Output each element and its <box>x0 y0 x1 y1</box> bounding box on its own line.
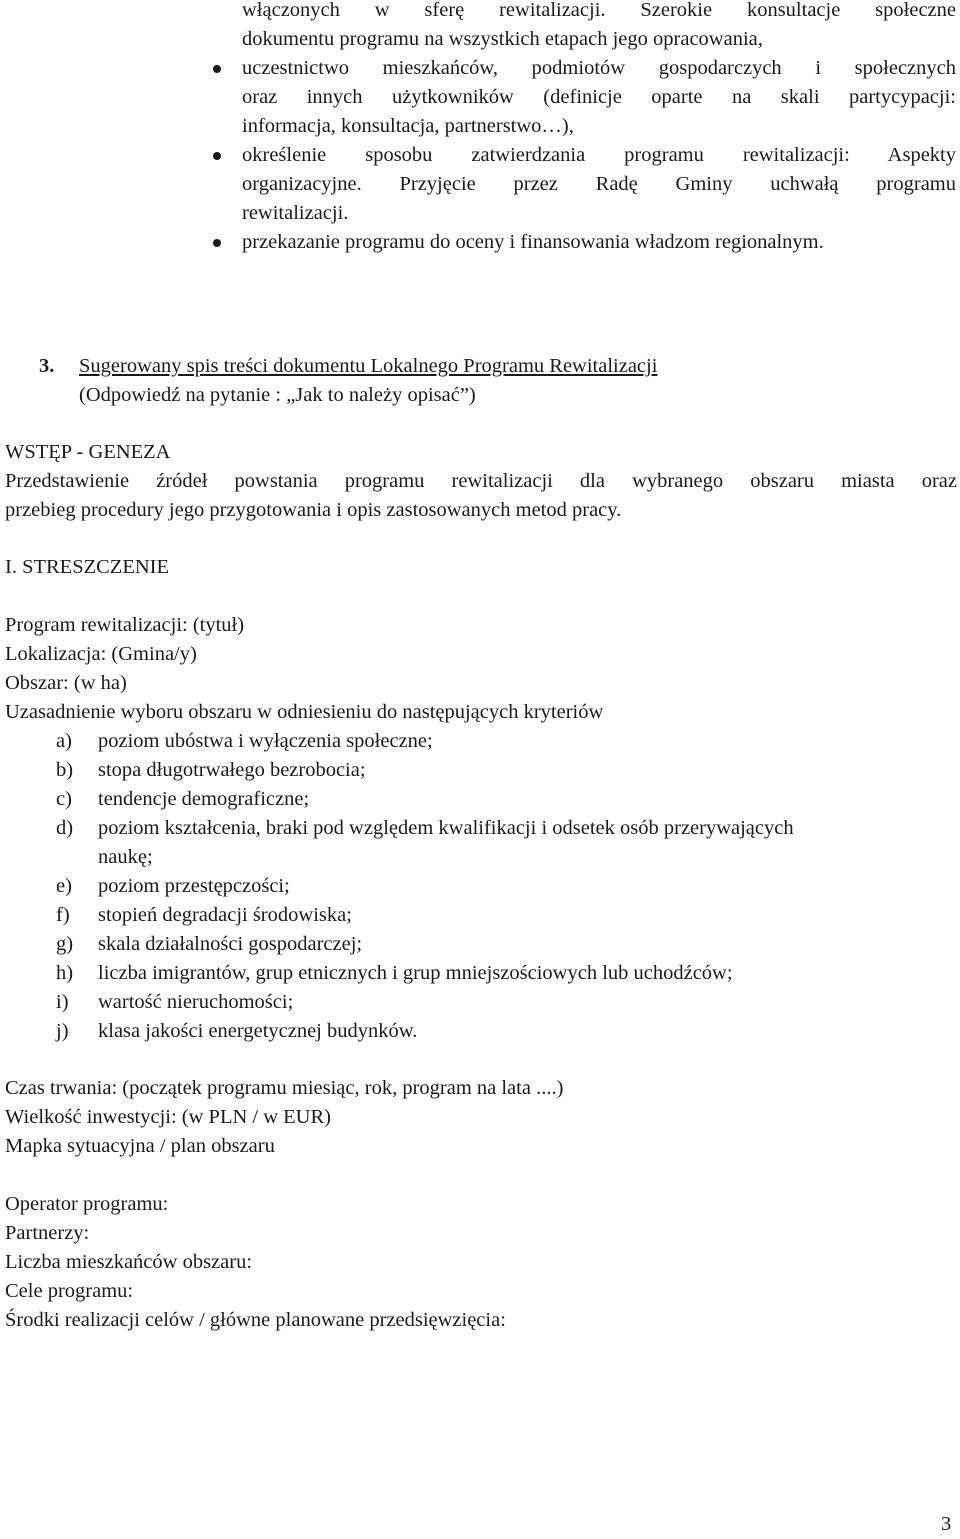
bullet-item-handover <box>242 228 956 257</box>
list-letter: f) <box>56 904 70 926</box>
list-text: tendencje demograficzne; <box>98 788 310 810</box>
page-number: 3 <box>941 1513 952 1535</box>
intro-section <box>5 438 957 525</box>
list-text: poziom przestępczości; <box>98 875 290 897</box>
section-title: Sugerowany spis treści dokumentu Lokalnego Programu Rewitalizacji <box>79 355 658 377</box>
list-text: wartość nieruchomości; <box>98 991 294 1013</box>
summary-heading: I. STRESZCZENIE <box>5 556 169 578</box>
list-item <box>56 901 956 930</box>
list-item <box>56 872 956 901</box>
field-operator: Operator programu: <box>5 1193 169 1215</box>
list-item <box>56 727 956 756</box>
list-item <box>56 785 956 814</box>
bullet-dot-icon <box>213 152 221 160</box>
field-partners: Partnerzy: <box>5 1222 90 1244</box>
list-text: skala działalności gospodarczej; <box>98 933 363 955</box>
list-item <box>56 988 956 1017</box>
section-subtitle: (Odpowiedź na pytanie : „Jak to należy opisać”) <box>79 384 476 406</box>
field-measures: Środki realizacji celów / główne planowane przedsięwzięcia: <box>5 1309 506 1331</box>
list-letter: j) <box>56 1020 69 1042</box>
list-item <box>56 959 956 988</box>
field-area: Obszar: (w ha) <box>5 672 127 694</box>
continuation-line-2: dokumentu programu na wszystkich etapach jego opracowania, <box>242 28 763 50</box>
list-item <box>56 1017 956 1046</box>
bullet-dot-icon <box>213 65 221 73</box>
field-program-title: Program rewitalizacji: (tytuł) <box>5 614 245 636</box>
top-bullet-block <box>242 0 956 257</box>
bullet-item-participation <box>242 54 956 141</box>
list-text: poziom kształcenia, braki pod względem kwalifikacji i odsetek osób przerywających <box>98 817 794 839</box>
bullet-item-approval <box>242 141 956 228</box>
bullet-dot-icon <box>213 239 221 247</box>
section-number: 3. <box>39 355 55 377</box>
list-letter: e) <box>56 875 72 897</box>
summary-fields <box>5 611 957 727</box>
list-item <box>56 814 956 872</box>
list-text: poziom ubóstwa i wyłączenia społeczne; <box>98 730 433 752</box>
operator-section <box>5 1190 957 1335</box>
list-letter: b) <box>56 759 74 781</box>
field-justification: Uzasadnienie wyboru obszaru w odniesieniu do następujących kryteriów <box>5 701 604 723</box>
bullet-line: organizacyjne. Przyjęcie przez Radę Gminy uchwałą programu <box>242 173 956 195</box>
field-goals: Cele programu: <box>5 1280 134 1302</box>
field-duration: Czas trwania: (początek programu miesiąc, rok, program na lata ....) <box>5 1077 564 1099</box>
list-letter: h) <box>56 962 74 984</box>
bullet-line: określenie sposobu zatwierdzania programu rewitalizacji: Aspekty <box>242 144 956 166</box>
list-item <box>56 756 956 785</box>
field-map: Mapka sytuacyjna / plan obszaru <box>5 1135 275 1157</box>
field-residents: Liczba mieszkańców obszaru: <box>5 1251 253 1273</box>
list-item <box>56 930 956 959</box>
bullet-line: przekazanie programu do oceny i finansowania władzom regionalnym. <box>242 231 824 253</box>
bullet-line: rewitalizacji. <box>242 202 349 224</box>
list-text: liczba imigrantów, grup etnicznych i grup mniejszościowych lub uchodźców; <box>98 962 733 984</box>
list-letter: g) <box>56 933 74 955</box>
field-location: Lokalizacja: (Gmina/y) <box>5 643 197 665</box>
intro-heading: WSTĘP - GENEZA <box>5 441 171 463</box>
bullet-line: oraz innych użytkowników (definicje oparte na skali partycypacji: <box>242 86 956 108</box>
details-section <box>5 1074 957 1161</box>
list-letter: c) <box>56 788 72 810</box>
list-text: stopa długotrwałego bezrobocia; <box>98 759 366 781</box>
field-investment: Wielkość inwestycji: (w PLN / w EUR) <box>5 1106 331 1128</box>
list-text: naukę; <box>98 846 153 868</box>
bullet-line: informacja, konsultacja, partnerstwo…), <box>242 115 574 137</box>
continuation-line-1: włączonych w sferę rewitalizacji. Szerokie konsultacje społeczne <box>242 0 956 21</box>
intro-line-2: przebieg procedury jego przygotowania i opis zastosowanych metod pracy. <box>5 499 622 521</box>
list-letter: i) <box>56 991 69 1013</box>
list-letter: d) <box>56 817 74 839</box>
criteria-list <box>56 727 956 1046</box>
list-text: klasa jakości energetycznej budynków. <box>98 1020 418 1042</box>
list-text: stopień degradacji środowiska; <box>98 904 352 926</box>
bullet-line: uczestnictwo mieszkańców, podmiotów gospodarczych i społecznych <box>242 57 956 79</box>
intro-line-1: Przedstawienie źródeł powstania programu rewitalizacji dla wybranego obszaru miasta oraz <box>5 470 957 492</box>
list-letter: a) <box>56 730 72 752</box>
